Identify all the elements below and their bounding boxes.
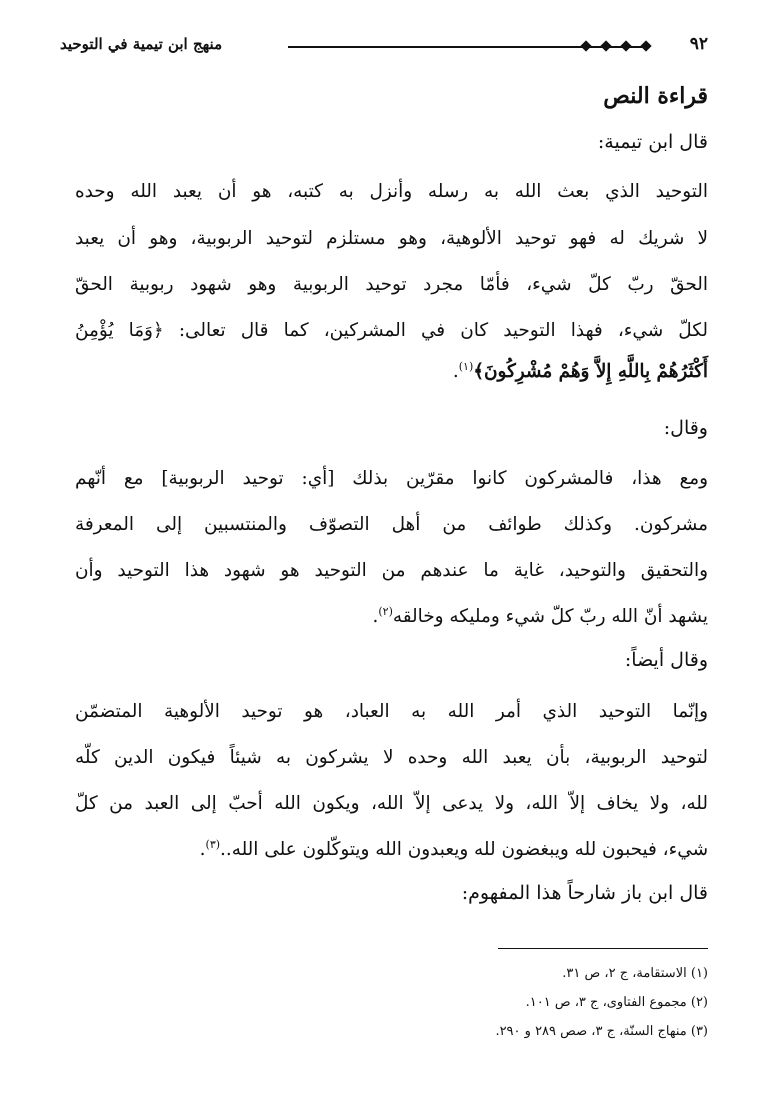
text-line-last — [75, 602, 708, 632]
text-line: والتحقيق والتوحيد، غاية ما عندهم من التوحيد هو شهود هذا التوحيد وأن — [75, 560, 708, 581]
section-heading: قراءة النص — [603, 83, 708, 109]
footnote: (١) الاستقامة، ج ٢، ص ٣١. — [562, 966, 708, 981]
period: . — [452, 361, 459, 382]
footnote: (٣) منهاج السنّة، ج ٣، صص ٢٨٩ و ٢٩٠. — [495, 1024, 708, 1039]
footnote-ref: (٢) — [378, 604, 393, 618]
passage-intro: وقال أيضاً: — [624, 649, 708, 671]
text-line-last — [75, 835, 708, 865]
quran-verse: أَكْثَرُهُمْ بِاللَّهِ إِلاَّ وَهُمْ مُشْرِكُونَ﴾ — [473, 361, 708, 382]
footnote-separator — [498, 948, 708, 949]
text-span: شيء، فيحبون لله ويبغضون لله ويعبدون الله ويتوكّلون على الله.. — [220, 839, 708, 860]
running-header — [60, 30, 708, 64]
header-ornament-diamond — [620, 40, 631, 51]
footnote: (٢) مجموع الفتاوى، ج ٣، ص ١٠١. — [525, 995, 708, 1010]
page-number: ٩٢ — [689, 34, 708, 54]
passage-intro: وقال: — [663, 417, 708, 439]
footnote-ref: (١) — [458, 359, 474, 373]
text-line: لكلّ شيء، فهذا التوحيد كان في المشركين، كما قال تعالى: ﴿وَمَا يُؤْمِنُ — [75, 320, 708, 341]
passage-intro: قال ابن تيمية: — [597, 131, 708, 153]
text-line: وإنّما التوحيد الذي أمر الله به العباد، هو توحيد الألوهية المتضمّن — [75, 701, 708, 722]
header-ornament-diamond — [640, 40, 651, 51]
text-line: لله، ولا يخاف إلاّ الله، ولا يدعى إلاّ الله، ويكون الله أحبّ إلى العبد من كلّ — [75, 793, 708, 814]
text-line-last — [75, 357, 708, 387]
text-line: لا شريك له فهو توحيد الألوهية، وهو مستلزم لتوحيد الربوبية، وهو أن يعبد — [75, 228, 708, 249]
header-ornament-diamond — [600, 40, 611, 51]
text-line: التوحيد الذي بعث الله به رسله وأنزل به كتبه، هو أن يعبد الله وحده — [75, 181, 708, 202]
text-span: يشهد أنّ الله ربّ كلّ شيء ومليكه وخالقه — [392, 606, 708, 627]
text-line: ومع هذا، فالمشركون كانوا مقرّين بذلك [أي: توحيد الربوبية] مع أنّهم — [75, 468, 708, 489]
text-line: لتوحيد الربوبية، بأن يعبد الله وحده لا يشركون به شيئاً فيكون الدين كلّه — [75, 747, 708, 768]
text-line: الحقّ ربّ كلّ شيء، فأمّا مجرد توحيد الربوبية وهو شهود ربوبية الحقّ — [75, 274, 708, 295]
closing-line: قال ابن باز شارحاً هذا المفهوم: — [461, 882, 708, 904]
text-line: مشركون. وكذلك طوائف من أهل التصوّف والمنتسبين إلى المعرفة — [75, 514, 708, 535]
footnote-ref: (٣) — [205, 837, 221, 851]
period: . — [372, 606, 379, 627]
running-title: منهج ابن تيمية في التوحيد — [60, 35, 223, 53]
header-ornament-diamond — [580, 40, 591, 51]
period: . — [199, 839, 206, 860]
